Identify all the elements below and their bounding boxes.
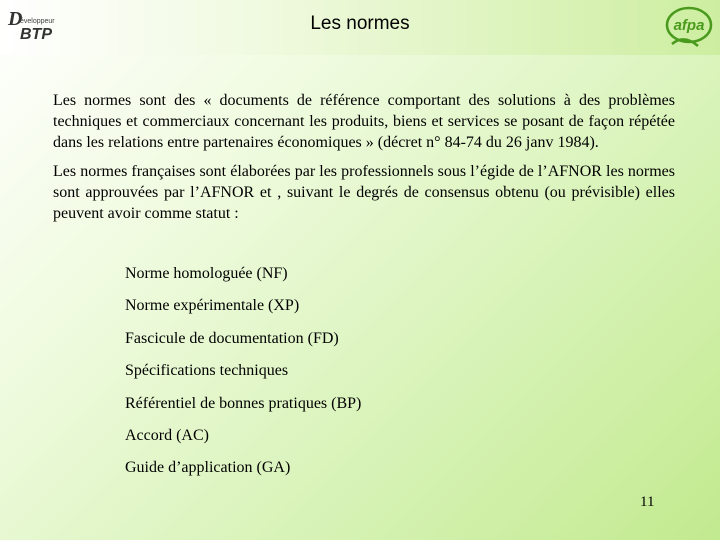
status-item: Référentiel de bonnes pratiques (BP)	[125, 394, 362, 412]
logo-letter: D	[8, 8, 22, 30]
status-list	[125, 263, 361, 490]
definition-paragraph: Les normes sont des « documents de référence comportant des solutions à des problèmes techniques et commerciaux concernant les produits, biens et services se posant de façon répétée dans les relations entre partenaires économiques » (décret n° 84-74 du 26 janv 1984).	[53, 92, 675, 151]
main-content	[53, 90, 675, 224]
afnor-paragraph: Les normes françaises sont élaborées par les professionnels sous l’égide de l’AFNOR les normes sont approuvées par l’AFNOR et , suivant le degrés de consensus obtenu (ou prévisible) elles peuvent avoir comme statut :	[53, 163, 675, 222]
status-item: Accord (AC)	[125, 426, 209, 444]
status-item: Fascicule de documentation (FD)	[125, 329, 339, 347]
status-item: Norme homologuée (NF)	[125, 265, 288, 282]
status-item: Spécifications techniques	[125, 362, 289, 380]
afpa-logo	[664, 4, 714, 50]
status-item: Norme expérimentale (XP)	[125, 297, 300, 315]
status-item: Guide d’application (GA)	[125, 459, 291, 477]
logo-btp: BTP	[20, 26, 52, 43]
logo-subtitle: éveloppeur	[20, 18, 55, 25]
page-title: Les normes	[310, 13, 410, 34]
page-number: 11	[640, 494, 655, 510]
afpa-logo-text: afpa	[673, 17, 705, 34]
